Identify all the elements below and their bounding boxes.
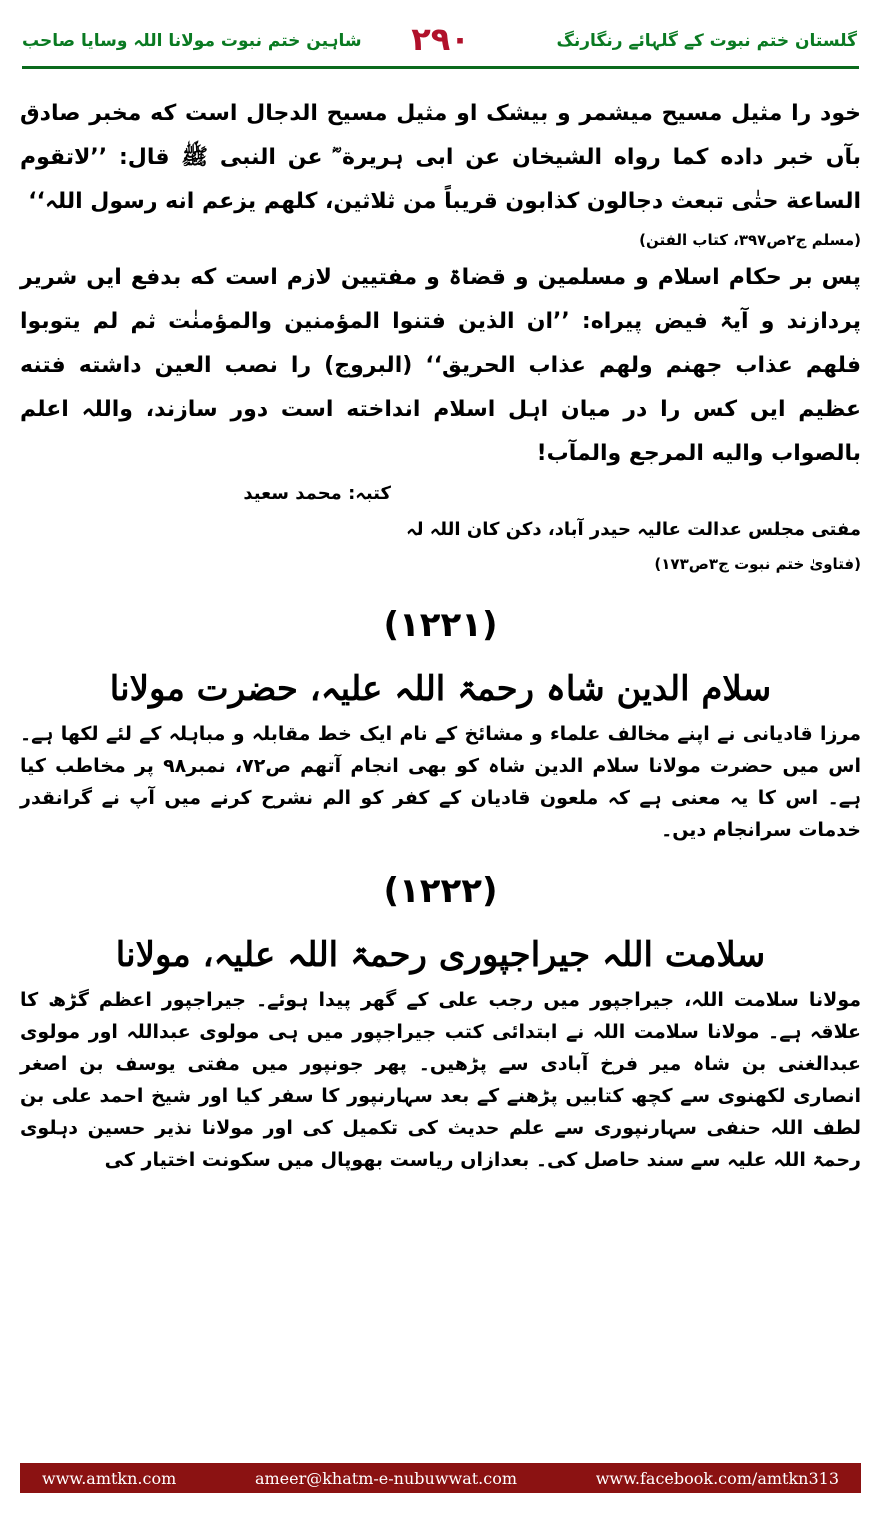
entry-title-1222: سلامت اللہ جیراجپوری رحمۃ اللہ علیہ، مولانا <box>115 935 766 975</box>
fatwa-paragraph-1: خود را مثیل مسیح میشمر و بیشک او مثیل مسیح الدجال است که مخبر صادق بآں خبر داده کما رواه الشیخان عن ابی ہریرة ؓ عن النبی ﷺ قال: ’’لاتقوم الساعة حتٰی تبعث دجالون کذابون قریباً من ثلاثین، کلھم یزعم انه رسول اللہ‘‘ <box>20 101 861 214</box>
page-number: ۲۹۰ <box>411 20 470 58</box>
entry-paragraph-1221: مرزا قادیانی نے اپنے مخالف علماء و مشائخ کے نام ایک خط مقابلہ و مباہلہ کے لئے لکھا ہے۔ اس میں حضرت مولانا سلام الدین شاہ کو بھی انجام آتھم ص۷۲، نمبر۹۸ پر مخاطب کیا ہے۔ اس کا یہ معنی ہے کہ ملعون قادیان کے کفر کو الم نشرح کرنے میں آپ نے گرانقدر خدمات سرانجام دیں۔ <box>20 723 861 841</box>
entry-number-1221: (۱۲۲۱) <box>383 605 498 645</box>
page-footer <box>20 1463 861 1493</box>
entry-number-1222: (۱۲۲۲) <box>383 871 498 911</box>
page-body <box>20 92 861 1447</box>
footer-website-link[interactable]: www.amtkn.com <box>42 1468 177 1488</box>
footer-facebook-link[interactable]: www.facebook.com/amtkn313 <box>595 1468 839 1488</box>
entry-paragraph-1222: مولانا سلامت اللہ، جیراجپور میں رجب علی کے گھر پیدا ہوئے۔ جیراجپور اعظم گڑھ کا علاقہ ہے۔ مولانا سلامت اللہ نے ابتدائی کتب جیراجپور میں ہی مولوی عبداللہ اور مولوی عبدالغنی بن شاہ میر فرخ آبادی سے پڑھیں۔ پھر جونپور میں مفتی یوسف بن اصغر انصاری لکھنوی سے کچھ کتابیں پڑھنے کے بعد سہارنپور کا سفر کیا اور شیخ احمد علی بن لطف اللہ حنفی سہارنپوری سے علم حدیث کی تکمیل کی اور مولانا نذیر حسین دہلوی رحمۃ اللہ علیہ سے سند حاصل کی۔ بعدازاں ریاست بھوپال میں سکونت اختیار کی <box>20 989 861 1171</box>
fatwa-paragraph-2: پس بر حکام اسلام و مسلمین و قضاۃ و مفتیین لازم است که بدفع ایں شریر پردازند و آیۃ فیض پیراه: ’’ان الذین فتنوا المؤمنین والمؤمنٰت ثم لم یتوبوا فلھم عذاب جھنم ولھم عذاب الحریق‘‘ (البروج) را نصب العین داشته فتنه عظیم ایں کس را در میان اہل اسلام انداخته است دور سازند، واللہ اعلم بالصواب والیه المرجع والمآب! <box>20 265 861 466</box>
header-book-title: گلستان ختم نبوت کے گلہائے رنگارنگ <box>556 31 857 51</box>
reference-muslim: (مسلم ج۲ص۳۹۷، کتاب الفتن) <box>639 231 861 249</box>
signature-author: کتبہ: محمد سعید <box>243 483 391 504</box>
footer-email-link[interactable]: ameer@khatm-e-nubuwwat.com <box>254 1468 518 1488</box>
entry-title-1221: سلام الدین شاہ رحمۃ اللہ علیہ، حضرت مولانا <box>109 669 772 709</box>
page-header <box>22 18 859 69</box>
reference-fatawa: (فتاویٰ ختم نبوت ج۳ص۱۷۳) <box>654 555 861 573</box>
header-author: شاہین ختم نبوت مولانا اللہ وسایا صاحب <box>22 31 362 51</box>
signature-title: مفتی مجلس عدالت عالیہ حیدر آباد، دکن کان اللہ لہ <box>406 519 861 540</box>
